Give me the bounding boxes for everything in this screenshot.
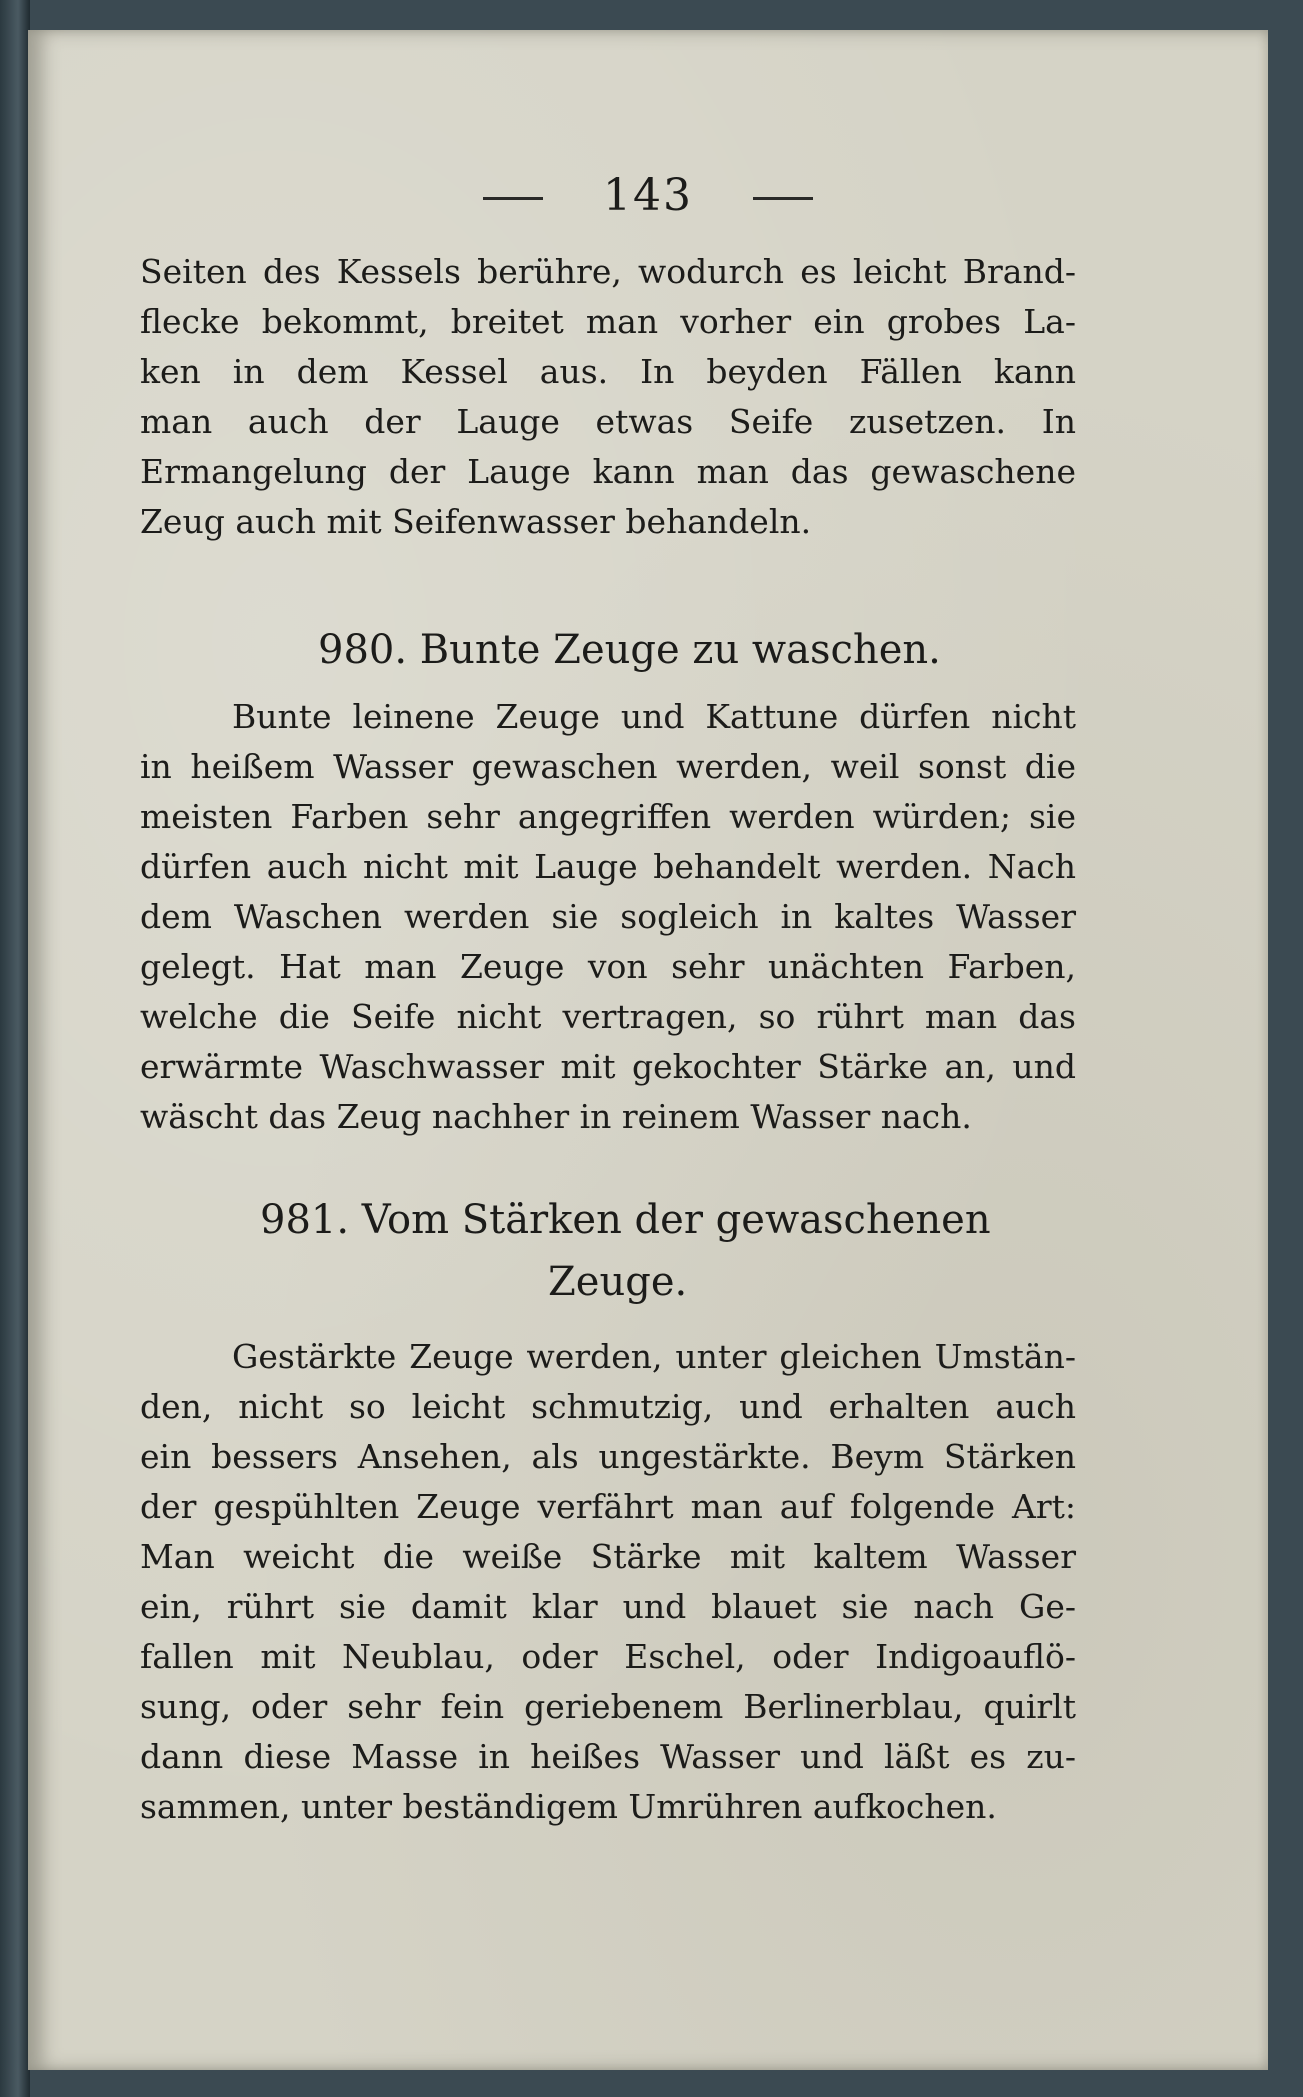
section-981-heading: 981. Vom Stärken der gewaschenen — [260, 1197, 991, 1243]
text-line: sung, oder sehr fein geriebenem Berlinerblau, quirlt — [140, 1687, 1076, 1726]
text-line: flecke bekommt, breitet man vorher ein grobes La- — [140, 302, 1076, 341]
text-line: sammen, unter beständigem Umrühren aufkochen. — [140, 1787, 997, 1826]
text-line: ein bessers Ansehen, als ungestärkte. Beym Stärken — [140, 1437, 1076, 1476]
book-page — [28, 30, 1268, 2070]
text-line: ein, rührt sie damit klar und blauet sie nach Ge- — [140, 1587, 1076, 1626]
text-line: dann diese Masse in heißes Wasser und läßt es zu- — [140, 1737, 1076, 1776]
running-head — [28, 170, 1268, 221]
left-dash — [483, 197, 543, 200]
book-spine-edge — [0, 0, 30, 2097]
text-line: fallen mit Neublau, oder Eschel, oder Indigoauflö- — [140, 1637, 1076, 1676]
text-line: in heißem Wasser gewaschen werden, weil sonst die — [140, 747, 1076, 786]
text-line: den, nicht so leicht schmutzig, und erhalten auch — [140, 1387, 1076, 1426]
text-line: Bunte leinene Zeuge und Kattune dürfen nicht — [232, 697, 1076, 736]
text-line: gelegt. Hat man Zeuge von sehr unächten Farben, — [140, 947, 1076, 986]
section-980-paragraph — [140, 692, 1076, 1142]
right-dash — [753, 197, 813, 200]
text-line: dürfen auch nicht mit Lauge behandelt werden. Nach — [140, 847, 1076, 886]
text-line: ken in dem Kessel aus. In beyden Fällen kann — [140, 352, 1076, 391]
text-line: der gespühlten Zeuge verfährt man auf folgende Art: — [140, 1487, 1076, 1526]
text-line: Ermangelung der Lauge kann man das gewaschene — [140, 452, 1076, 491]
section-980-heading: 980. Bunte Zeuge zu waschen. — [318, 627, 941, 673]
text-line: Seiten des Kessels berühre, wodurch es leicht Brand- — [140, 252, 1076, 291]
section-981-heading-continued: Zeuge. — [548, 1259, 688, 1305]
text-line: Gestärkte Zeuge werden, unter gleichen Umstän- — [232, 1337, 1076, 1376]
text-line: Zeug auch mit Seifenwasser behandeln. — [140, 502, 812, 541]
section-981-paragraph — [140, 1332, 1076, 1832]
continued-paragraph — [140, 247, 1076, 547]
text-line: Man weicht die weiße Stärke mit kaltem Wasser — [140, 1537, 1076, 1576]
text-line: erwärmte Waschwasser mit gekochter Stärke an, und — [140, 1047, 1076, 1086]
text-line: man auch der Lauge etwas Seife zusetzen. In — [140, 402, 1076, 441]
text-line: dem Waschen werden sie sogleich in kaltes Wasser — [140, 897, 1076, 936]
text-line: wäscht das Zeug nachher in reinem Wasser nach. — [140, 1097, 972, 1136]
page-number: 143 — [603, 170, 693, 221]
text-line: meisten Farben sehr angegriffen werden würden; sie — [140, 797, 1076, 836]
text-line: welche die Seife nicht vertragen, so rührt man das — [140, 997, 1076, 1036]
